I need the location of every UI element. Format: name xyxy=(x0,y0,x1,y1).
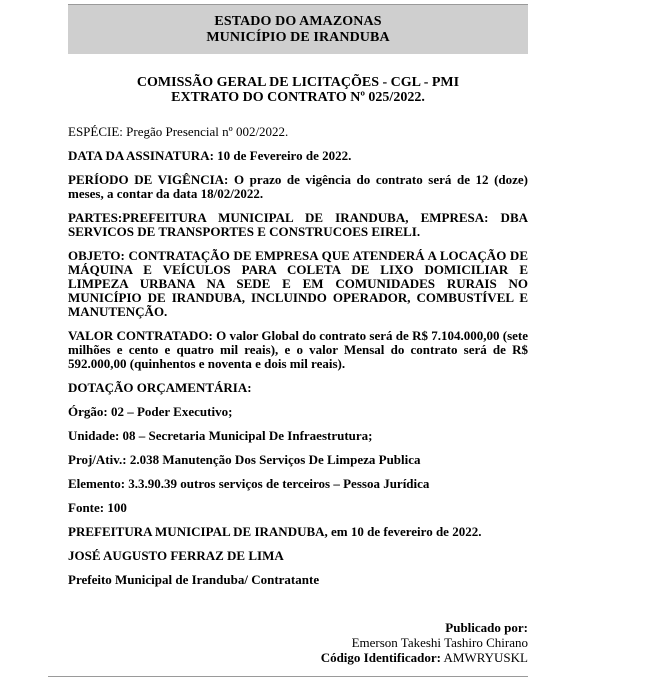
header-state: ESTADO DO AMAZONAS xyxy=(214,14,382,29)
document-title xyxy=(68,75,528,105)
parties: PARTES:PREFEITURA MUNICIPAL DE IRANDUBA, EMPRESA: DBA SERVICOS DE TRANSPORTES E CONSTRUCOES EIRELI. xyxy=(68,210,528,239)
place-date: PREFEITURA MUNICIPAL DE IRANDUBA, em 10 de fevereiro de 2022. xyxy=(68,524,482,539)
title-commission: COMISSÃO GERAL DE LICITAÇÕES - CGL - PMI xyxy=(136,75,460,90)
budget-heading: DOTAÇÃO ORÇAMENTÁRIA: xyxy=(68,380,252,395)
signature-date-line: DATA DA ASSINATURA: 10 de Fevereiro de 2022. xyxy=(68,148,352,163)
title-contract: EXTRATO DO CONTRATO Nº 025/2022. xyxy=(171,90,425,105)
publisher-name: Emerson Takeshi Tashiro Chirano xyxy=(351,635,528,650)
identifier-line xyxy=(268,650,528,665)
document-header xyxy=(68,5,528,54)
budget-element: Elemento: 3.3.90.39 outros serviços de terceiros – Pessoa Jurídica xyxy=(68,476,430,491)
budget-unit: Unidade: 08 – Secretaria Municipal De Infraestrutura; xyxy=(68,428,373,443)
signatory-name: JOSÉ AUGUSTO FERRAZ DE LIMA xyxy=(68,548,284,563)
bottom-rule xyxy=(48,676,528,677)
contract-value: VALOR CONTRATADO: O valor Global do contrato será de R$ 7.104.000,00 (sete milhões e cento e quatro mil reais), e o valor Mensal do contrato será de R$ 592.000,00 (quinhentos e noventa e dois mil reais). xyxy=(68,328,528,371)
document-body xyxy=(68,125,528,597)
identifier-label: Código Identificador: xyxy=(320,650,441,665)
publication-block xyxy=(268,620,528,665)
especie-line: ESPÉCIE: Pregão Presencial nº 002/2022. xyxy=(68,124,289,139)
published-by-label: Publicado por: xyxy=(445,620,528,635)
signatory-role: Prefeito Municipal de Iranduba/ Contratante xyxy=(68,572,320,587)
budget-project: Proj/Ativ.: 2.038 Manutenção Dos Serviços De Limpeza Publica xyxy=(68,452,421,467)
budget-organ: Órgão: 02 – Poder Executivo; xyxy=(68,404,233,419)
object: OBJETO: CONTRATAÇÃO DE EMPRESA QUE ATENDERÁ A LOCAÇÃO DE MÁQUINA E VEÍCULOS PARA COLETA DE LIXO DOMICILIAR E LIMPEZA URBANA NA SEDE E EM COMUNIDADES RURAIS NO MUNICÍPIO DE IRANDUBA, INCLUINDO OPERADOR, COMBUSTÍVEL E MANUTENÇÃO. xyxy=(68,248,528,319)
budget-source: Fonte: 100 xyxy=(68,500,127,515)
validity-period: PERÍODO DE VIGÊNCIA: O prazo de vigência do contrato será de 12 (doze) meses, a contar da data 18/02/2022. xyxy=(68,172,528,201)
identifier-code: AMWRYUSKL xyxy=(443,650,528,665)
header-municipality: MUNICÍPIO DE IRANDUBA xyxy=(206,30,390,45)
